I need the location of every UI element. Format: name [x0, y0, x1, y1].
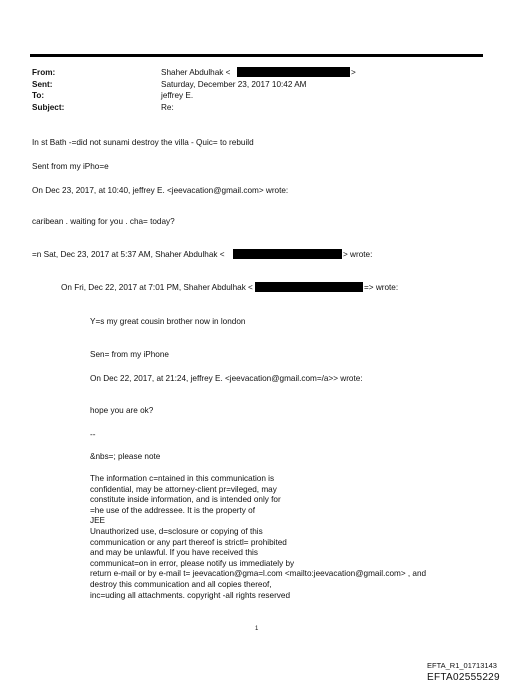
body-line: hope you are ok?	[90, 406, 154, 415]
quote-header: On Fri, Dec 22, 2017 at 7:01 PM, Shaher Abdulhak <	[61, 283, 253, 292]
subject-label: Subject:	[32, 103, 65, 112]
disclaimer-line: Unauthorized use, d=sclosure or copying of this	[90, 526, 263, 536]
quote-header-tail: => wrote:	[364, 283, 399, 292]
to-value: jeffrey E.	[161, 91, 194, 100]
disclaimer-line: confidential, may be attorney-client pr=vileged, may	[90, 484, 277, 494]
body-line: On Dec 23, 2017, at 10:40, jeffrey E. <jeevacation@gmail.com> wrote:	[32, 186, 289, 195]
quote-header-tail: > wrote:	[343, 250, 373, 259]
subject-value: Re:	[161, 103, 174, 112]
from-label: From:	[32, 68, 56, 77]
disclaimer-line: communication or any part thereof is strictl= prohibited	[90, 537, 287, 547]
header-rule	[30, 54, 483, 57]
body-line: In st Bath -=did not sunami destroy the villa - Quic= to rebuild	[32, 138, 254, 147]
document-id-small: EFTA_R1_01713143	[427, 661, 497, 670]
disclaimer-line: constitute inside information, and is intended only for	[90, 495, 281, 505]
to-label: To:	[32, 91, 45, 100]
redaction-bar	[233, 249, 342, 259]
page-number: 1	[255, 626, 259, 632]
body-line: On Dec 22, 2017, at 21:24, jeffrey E. <jeevacation@gmail.com=/a>> wrote:	[90, 374, 363, 383]
body-line: Sen= from my iPhone	[90, 350, 169, 359]
body-line: --	[90, 430, 96, 439]
disclaimer-line: and may be unlawful. If you have received this	[90, 548, 258, 558]
disclaimer-line: return e-mail or by e-mail t= jeevacation@gma=l.com <mailto:jeevacation@gmail.com> , and	[90, 569, 427, 579]
disclaimer-line: JEE	[90, 516, 106, 526]
from-value: Shaher Abdulhak <	[161, 68, 231, 77]
disclaimer-line: =he use of the addressee. It is the property of	[90, 505, 255, 515]
sent-label: Sent:	[32, 80, 53, 89]
from-tail: >	[351, 68, 356, 77]
body-line: Y=s my great cousin brother now in london	[90, 317, 246, 326]
disclaimer-line: destroy this communication and all copies thereof,	[90, 579, 272, 589]
sent-value: Saturday, December 23, 2017 10:42 AM	[161, 80, 307, 89]
body-line: &nbs=; please note	[90, 452, 161, 461]
disclaimer-line: communicat=on in error, please notify us immediately by	[90, 558, 295, 568]
disclaimer-line: inc=uding all attachments. copyright -all rights reserved	[90, 590, 291, 600]
redaction-bar	[237, 67, 350, 77]
body-line: Sent from my iPho=e	[32, 162, 109, 171]
body-line: caribean . waiting for you . cha= today?	[32, 217, 175, 226]
disclaimer-block	[90, 474, 426, 601]
quote-header: =n Sat, Dec 23, 2017 at 5:37 AM, Shaher Abdulhak <	[32, 250, 225, 259]
disclaimer-line: The information c=ntained in this communication is	[90, 474, 275, 483]
redaction-bar	[255, 282, 363, 292]
document-id-large: EFTA02555229	[427, 672, 500, 683]
